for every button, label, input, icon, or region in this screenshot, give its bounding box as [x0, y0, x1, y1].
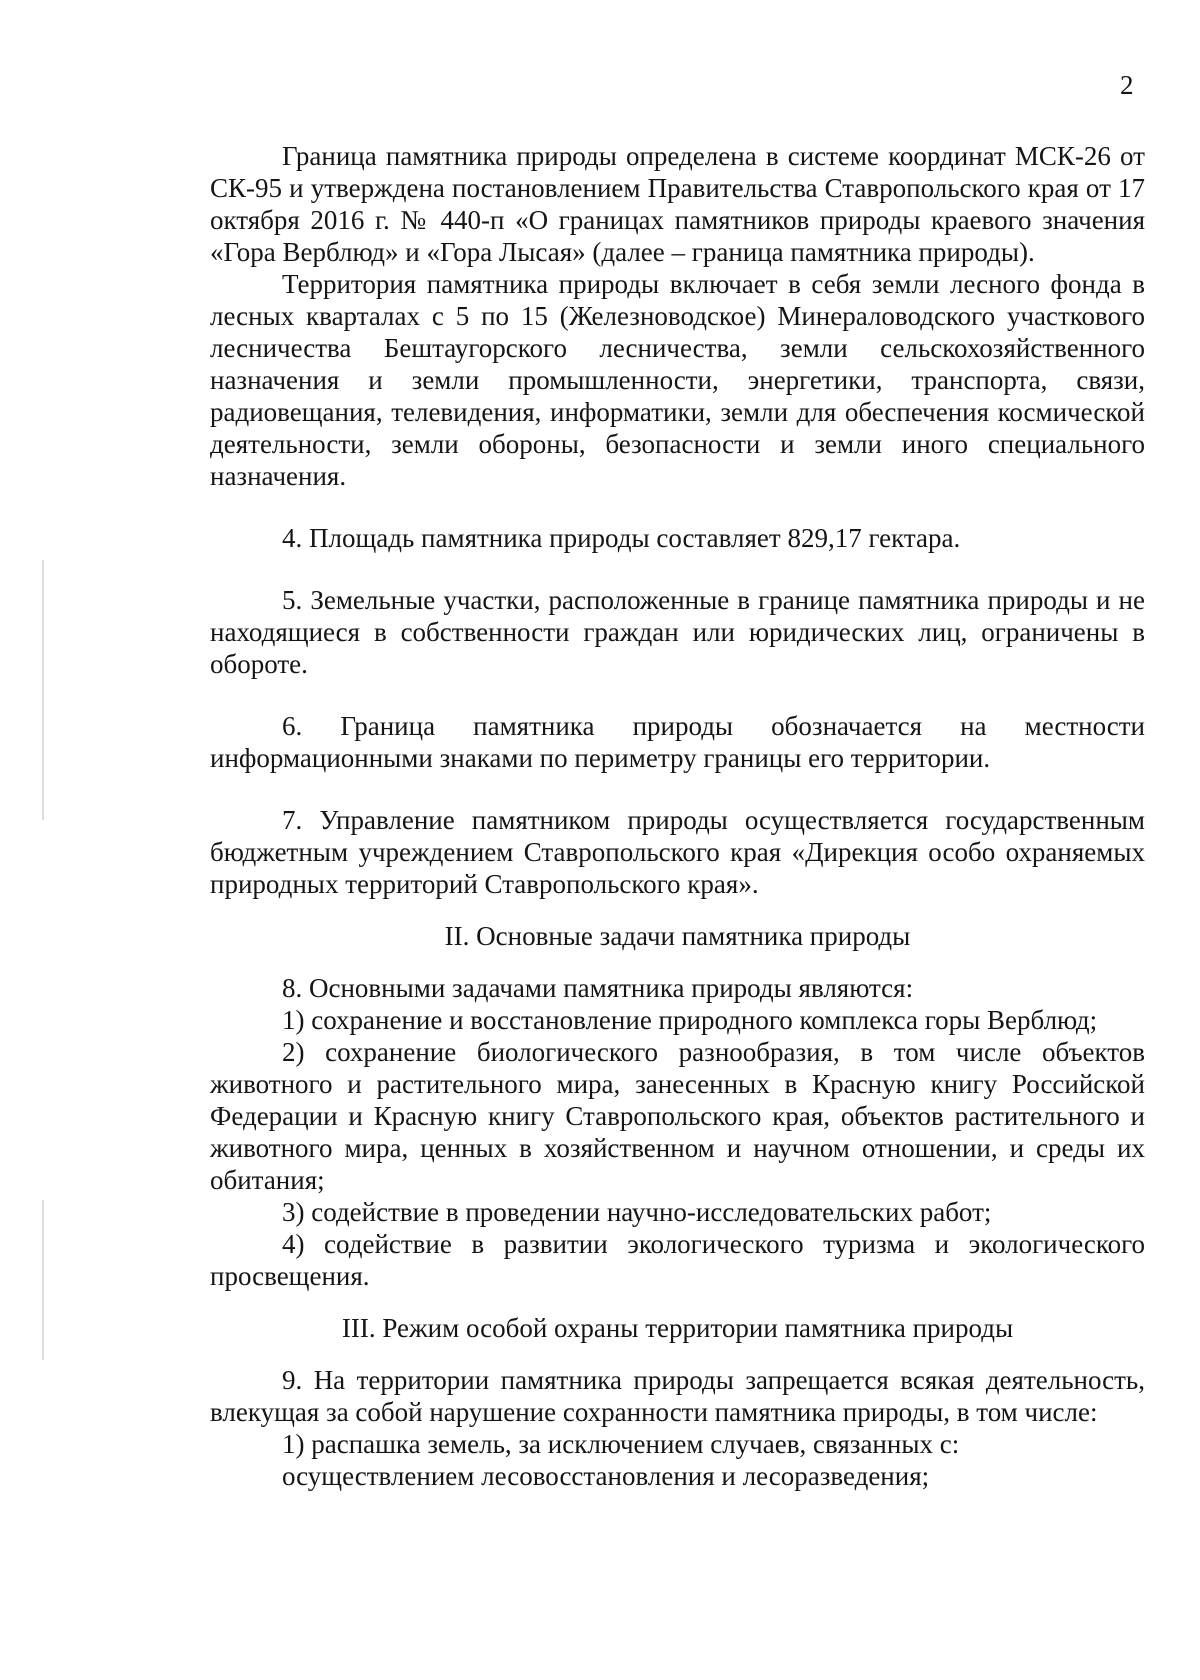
paragraph-4-area: 4. Площадь памятника природы составляет 829,17 гектара.: [282, 523, 961, 553]
section-heading-2: II. Основные задачи памятника природы: [444, 921, 911, 951]
scan-artifact: [42, 560, 44, 820]
paragraph-boundary: Граница памятника природы определена в системе координат МСК-26 от СК-95 и утверждена постановлением Правительства Ставропольского края от 17 октября 2016 г. № 440-п «О границах памятников природы краевого значения «Гора Верблюд» и «Гора Лысая» (далее – граница памятника природы).: [210, 141, 1145, 267]
paragraph-territory: Территория памятника природы включает в себя земли лесного фонда в лесных кварталах с 5 по 15 (Железноводское) Минераловодского участкового лесничества Бештаугорского лесничества, земли сельскохозяйственного назначения и земли промышленности, энергетики, транспорта, связи, радиовещания, телевидения, информатики, земли для обеспечения космической деятельности, земли обороны, безопасности и земли иного специального назначения.: [210, 269, 1145, 491]
paragraph-5-land-plots: 5. Земельные участки, расположенные в границе памятника природы и не находящиеся в собственности граждан или юридических лиц, ограничены в обороте.: [210, 585, 1145, 679]
paragraph-9-prohibitions: 9. На территории памятника природы запрещается всякая деятельность, влекущая за собой нарушение сохранности памятника природы, в том числе:: [210, 1365, 1145, 1427]
list-item: 3) содействие в проведении научно-исследовательских работ;: [282, 1197, 992, 1227]
list-item: 1) распашка земель, за исключением случаев, связанных с:: [282, 1429, 960, 1459]
list-item: 1) сохранение и восстановление природного комплекса горы Верблюд;: [282, 1005, 1098, 1035]
paragraph-6-boundary-signs: 6. Граница памятника природы обозначается на местности информационными знаками по периметру границы его территории.: [210, 711, 1145, 773]
list-item: осуществлением лесовосстановления и лесоразведения;: [282, 1461, 930, 1491]
scan-artifact: [42, 1200, 44, 1360]
page-number: 2: [1120, 70, 1134, 100]
section-heading-3: III. Режим особой охраны территории памятника природы: [341, 1313, 1014, 1343]
paragraph-8-tasks: 8. Основными задачами памятника природы являются:: [282, 973, 914, 1003]
list-item: 4) содействие в развитии экологического туризма и экологического просвещения.: [210, 1229, 1145, 1291]
document-body: [210, 140, 1145, 1492]
list-item: 2) сохранение биологического разнообразия, в том числе объектов животного и растительного мира, занесенных в Красную книгу Российской Федерации и Красную книгу Ставропольского края, объектов растительного и животного мира, ценных в хозяйственном и научном отношении, и среды их обитания;: [210, 1037, 1145, 1195]
paragraph-7-management: 7. Управление памятником природы осуществляется государственным бюджетным учреждением Ставропольского края «Дирекция особо охраняемых природных территорий Ставропольского края».: [210, 805, 1145, 899]
